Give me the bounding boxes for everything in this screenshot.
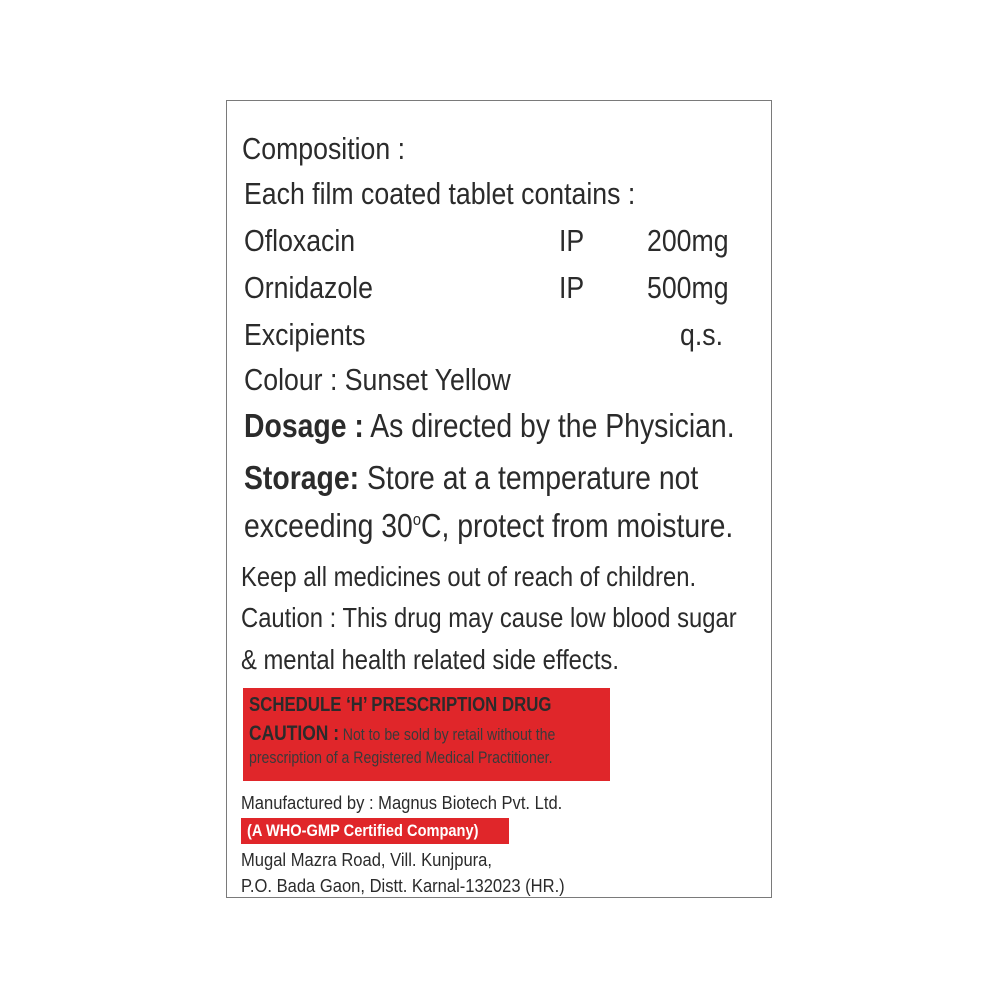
medicine-label-panel — [226, 100, 772, 898]
dosage-line — [244, 407, 735, 445]
degree-symbol: o — [412, 510, 421, 529]
ingredient-name: Ofloxacin — [244, 223, 356, 258]
dosage-label: Dosage : — [244, 407, 364, 444]
address-line-1: Mugal Mazra Road, Vill. Kunjpura, — [241, 850, 492, 870]
storage-label: Storage: — [244, 459, 360, 496]
schedule-caution-line — [249, 722, 555, 746]
schedule-h-warning-box — [243, 688, 610, 781]
ingredient-name: Excipients — [244, 317, 366, 352]
address-line-2: P.O. Bada Gaon, Distt. Karnal-132023 (HR.) — [241, 876, 565, 896]
schedule-caution-label: CAUTION : — [249, 722, 340, 745]
ingredient-amount: 200mg — [647, 223, 729, 258]
manufacturer-line: Manufactured by : Magnus Biotech Pvt. Ltd. — [241, 793, 563, 813]
ingredient-row — [244, 223, 744, 263]
storage-text-1: Store at a temperature not — [367, 459, 699, 496]
ingredient-row — [244, 270, 744, 310]
schedule-caution-text-2: prescription of a Registered Medical Practitioner. — [249, 748, 553, 767]
ingredient-standard: IP — [559, 223, 585, 258]
schedule-title: SCHEDULE ‘H’ PRESCRIPTION DRUG — [249, 694, 552, 716]
ingredient-name: Ornidazole — [244, 270, 373, 305]
certification-text: (A WHO-GMP Certified Company) — [247, 821, 479, 840]
ingredient-row — [244, 317, 744, 357]
storage-line-2 — [244, 507, 733, 545]
keep-away-warning: Keep all medicines out of reach of children. — [241, 561, 697, 592]
certification-badge — [241, 818, 509, 844]
caution-line-1: Caution : This drug may cause low blood sugar — [241, 602, 737, 633]
storage-line-1 — [244, 459, 698, 497]
ingredient-amount: 500mg — [647, 270, 729, 305]
storage-text-2b: C, protect from moisture. — [420, 507, 734, 544]
ingredient-amount: q.s. — [680, 317, 723, 352]
ingredient-standard: IP — [559, 270, 585, 305]
colour-line: Colour : Sunset Yellow — [244, 362, 511, 397]
schedule-caution-text-1: Not to be sold by retail without the — [342, 725, 556, 744]
dosage-text: As directed by the Physician. — [370, 407, 735, 444]
composition-intro: Each film coated tablet contains : — [244, 176, 636, 211]
composition-heading: Composition : — [242, 131, 405, 166]
storage-text-2a: exceeding 30 — [244, 507, 413, 544]
caution-line-2: & mental health related side effects. — [241, 644, 619, 675]
